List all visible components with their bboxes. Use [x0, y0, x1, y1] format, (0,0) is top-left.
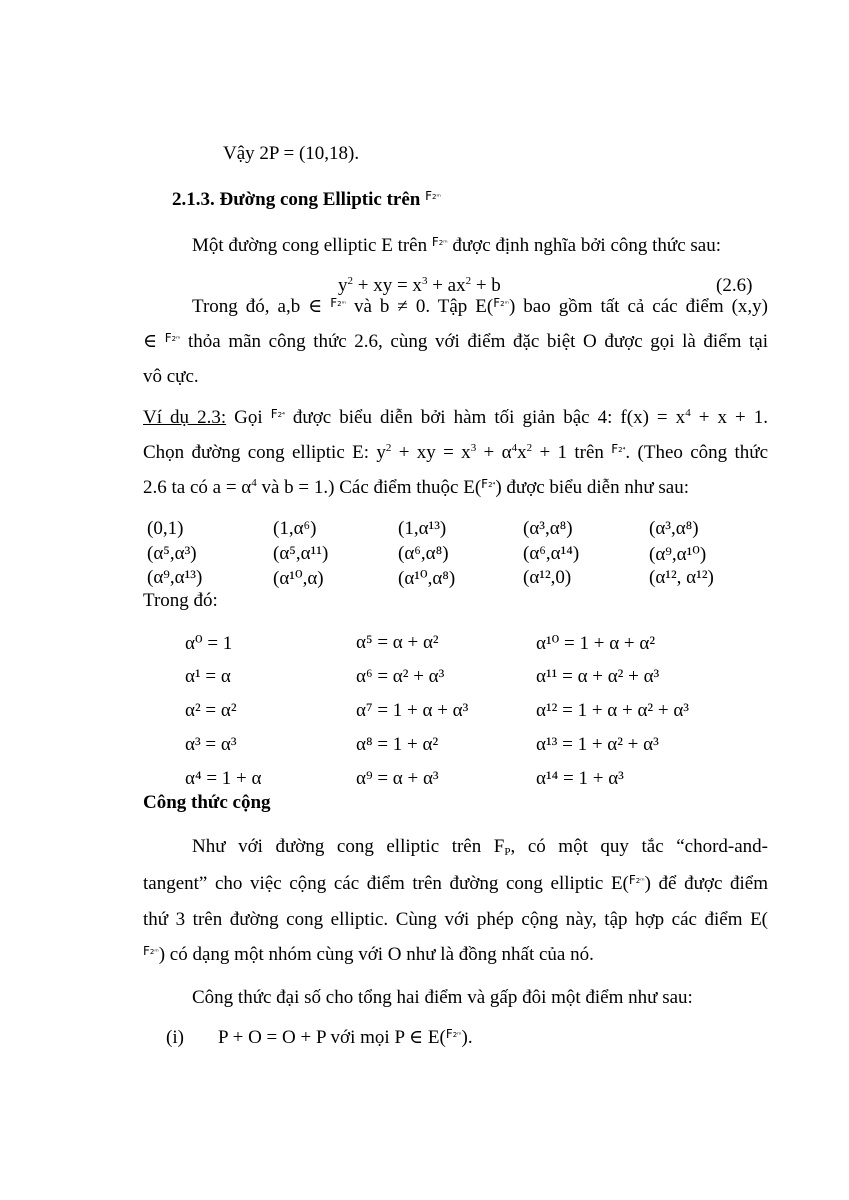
- power-entry: α⁶ = α² + α³: [356, 666, 445, 687]
- point: (α¹²,0): [523, 567, 572, 588]
- power-entry: α⁰ = 1: [185, 633, 233, 654]
- power-entry: α⁴ = 1 + α: [185, 768, 262, 789]
- para2-line4: $^{F2ᵐ}$) có dạng một nhóm cùng với O như là đồng nhất của nó.: [143, 944, 594, 965]
- power-entry: α² = α²: [185, 700, 237, 721]
- addition-heading: Công thức cộng: [143, 792, 271, 813]
- equation-number: (2.6): [716, 275, 753, 296]
- item-i-number: (i): [166, 1027, 184, 1048]
- example-line3: 2.6 ta có $a = \alpha^4$ và b = 1.) Các điểm thuộc E($^{F2^4}$) được biểu diễn như sau:: [143, 477, 690, 498]
- point: (α¹², α¹²): [649, 567, 714, 588]
- point: (α⁹,α¹⁰): [649, 544, 707, 565]
- para1-line1: Trong đó, a,b ∈ $^{F2ᵐ}$ và b ≠ 0. Tập E($^{F2ᵐ}$) bao gồm tất cả các điểm (x,y): [192, 296, 768, 317]
- power-entry: α¹¹ = α + α² + α³: [536, 666, 660, 687]
- where-label: Trong đó:: [143, 590, 218, 611]
- equation-2-6: $y^2$ + xy = $x^3 + ax^2 + b$: [338, 275, 501, 296]
- para1-line2: ∈ $^{F2ᵐ}$ thỏa mãn công thức 2.6, cùng với điểm đặc biệt O được gọi là điểm tại: [143, 331, 769, 352]
- power-entry: α¹² = 1 + α + α² + α³: [536, 700, 689, 721]
- power-entry: α⁸ = 1 + α²: [356, 734, 439, 755]
- point: (α⁹,α¹³): [147, 567, 203, 588]
- point: (α⁶,α¹⁴): [523, 543, 580, 564]
- power-entry: α³ = α³: [185, 734, 237, 755]
- example-label: Ví dụ 2.3:: [143, 407, 227, 428]
- point: (α¹⁰,α⁸): [398, 568, 456, 589]
- section-heading: 2.1.3. Đường cong Elliptic trên $^{F2ᵐ}$: [172, 189, 441, 210]
- para2-line1: Như với đường cong elliptic trên $F_P$, có một quy tắc “chord-and-: [192, 836, 768, 858]
- power-entry: α⁹ = α + α³: [356, 768, 439, 789]
- point: (α⁵,α³): [147, 543, 197, 564]
- power-entry: α¹⁰ = 1 + α + α²: [536, 633, 656, 654]
- point: (α¹⁰,α): [273, 568, 324, 589]
- power-entry: α¹⁴ = 1 + α³: [536, 768, 624, 789]
- point: (1,α¹³): [398, 518, 447, 539]
- power-entry: α⁵ = α + α²: [356, 632, 439, 653]
- point: (0,1): [147, 518, 184, 539]
- result-line: Vậy 2P = (10,18).: [223, 143, 360, 164]
- item-i-text: P + O = O + P với mọi P ∈ E($^{F2ᵐ}$).: [218, 1027, 473, 1048]
- para2-line3: thứ 3 trên đường cong elliptic. Cùng với phép cộng này, tập hợp các điểm E(: [143, 909, 768, 930]
- example-line1: Ví dụ 2.3: Gọi $^{F2^4}$ được biểu diễn bởi hàm tối giản bậc 4: $f(x) = x^4 + x + 1$.: [143, 407, 769, 428]
- power-entry: α¹ = α: [185, 666, 231, 687]
- para3: Công thức đại số cho tổng hai điểm và gấp đôi một điểm như sau:: [192, 987, 693, 1008]
- point: (α³,α⁸): [523, 518, 573, 539]
- para2-line2: tangent” cho việc cộng các điểm trên đường cong elliptic E($^{F2ᵐ}$) để được điểm: [143, 873, 768, 894]
- point: (α⁶,α⁸): [398, 543, 449, 564]
- power-entry: α¹³ = 1 + α² + α³: [536, 734, 659, 755]
- example-line2: Chọn đường cong elliptic E: $y^2$ + xy = $x^3 + \alpha^4x^2 + 1$ trên $^{F2^4}$. (Theo công thức: [143, 442, 769, 463]
- field-symbol: F2ᵐ: [425, 189, 441, 203]
- point: (1,α⁶): [273, 518, 317, 539]
- point: (α³,α⁸): [649, 518, 699, 539]
- definition-line: Một đường cong elliptic E trên $^{F2ᵐ}$ được định nghĩa bởi công thức sau:: [192, 235, 721, 256]
- power-entry: α⁷ = 1 + α + α³: [356, 700, 469, 721]
- para1-line3: vô cực.: [143, 366, 199, 387]
- point: (α⁵,α¹¹): [273, 543, 329, 564]
